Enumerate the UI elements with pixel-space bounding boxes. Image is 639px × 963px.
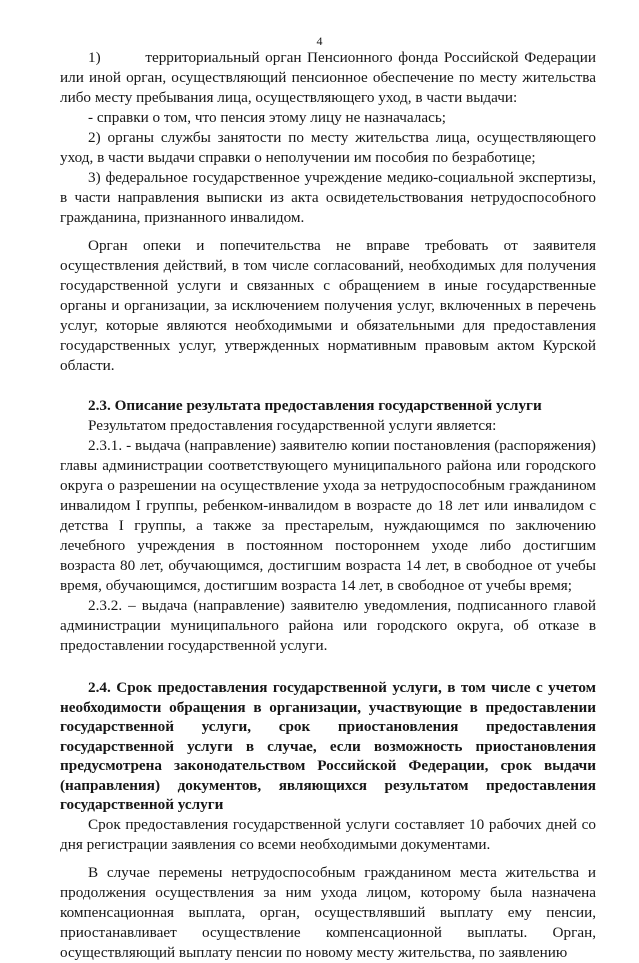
paragraph-result-intro: Результатом предоставления государственной услуги является: xyxy=(88,417,497,434)
page-number: 4 xyxy=(316,34,323,48)
section-heading-2-4: 2.4. Срок предоставления государственной услуги, в том числе с учетом необходимости обращения в организации, участвующие в предоставлении государственной услуги, срок приостановления предоставления государственной услуги в случае, если возможность приостановления предусмотрена законодательством Российской Федерации, срок выдачи (направления) документов, являющихся результатом предоставления государственной услуги xyxy=(60,679,596,813)
paragraph-term: Срок предоставления государственной услуги составляет 10 рабочих дней со дня регистрации заявления со всеми необходимыми документами. xyxy=(60,815,596,853)
paragraph-item-3: 3) федеральное государственное учреждение медико-социальной экспертизы, в части направления выписки из акта освидетельствования нетрудоспособного гражданина, признанного инвалидом. xyxy=(60,169,596,226)
paragraph-guardianship: Орган опеки и попечительства не вправе требовать от заявителя осуществления действий, в том числе согласований, необходимых для получения государственной услуги и связанных с обращением в иные государственные органы и организации, за исключением получения услуг, включенных в перечень услуг, которые являются необходимыми и обязательными для предоставления государственных услуг, утвержденных нормативным правовым актом Курской области. xyxy=(60,237,596,374)
paragraph-2-3-2: 2.3.2. – выдача (направление) заявителю уведомления, подписанного главой администрации муниципального района или городского округа, об отказе в предоставлении государственной услуги. xyxy=(60,597,596,654)
paragraph-item-2: 2) органы службы занятости по месту жительства лица, осуществляющего уход, в части выдачи справки о неполучении им пособия по безработице; xyxy=(60,129,596,166)
paragraph-2-3-1: 2.3.1. - выдача (направление) заявителю копии постановления (распоряжения) главы администрации соответствующего муниципального района или городского округа о разрешении на осуществление ухода за нетрудоспособным гражданином инвалидом I группы, ребенком-инвалидом в возрасте до 18 лет или инвалидом с детства I группы, а также за престарелым, нуждающимся по заключению лечебного учреждения в постоянном постороннем уходе либо достигшим возраста 80 лет, обучающимся, достигшим возраста 14 лет, в свободное от учебы время, обучающимся, достигшим возраста 14 лет, в свободное от учебы время; xyxy=(60,437,596,594)
paragraph-change-residence: В случае перемены нетрудоспособным гражданином места жительства и продолжения осуществления за ним ухода лицом, которому была назначена компенсационная выплата, орган, осуществлявший выплату ему пенсии, приостанавливает осуществление компенсационной выплаты. Орган, осуществляющий выплату пенсии по новому месту жительства, по заявлению xyxy=(60,863,596,961)
paragraph-bullet: - справки о том, что пенсия этому лицу не назначалась; xyxy=(88,109,446,126)
section-heading-2-3: 2.3. Описание результата предоставления государственной услуги xyxy=(88,397,542,414)
paragraph-item-1: 1) территориальный орган Пенсионного фонда Российской Федерации или иной орган, осуществляющий пенсионное обеспечение по месту жительства либо месту пребывания лица, осуществляющего уход, в части выдачи: xyxy=(60,49,600,106)
document-body xyxy=(60,48,600,963)
